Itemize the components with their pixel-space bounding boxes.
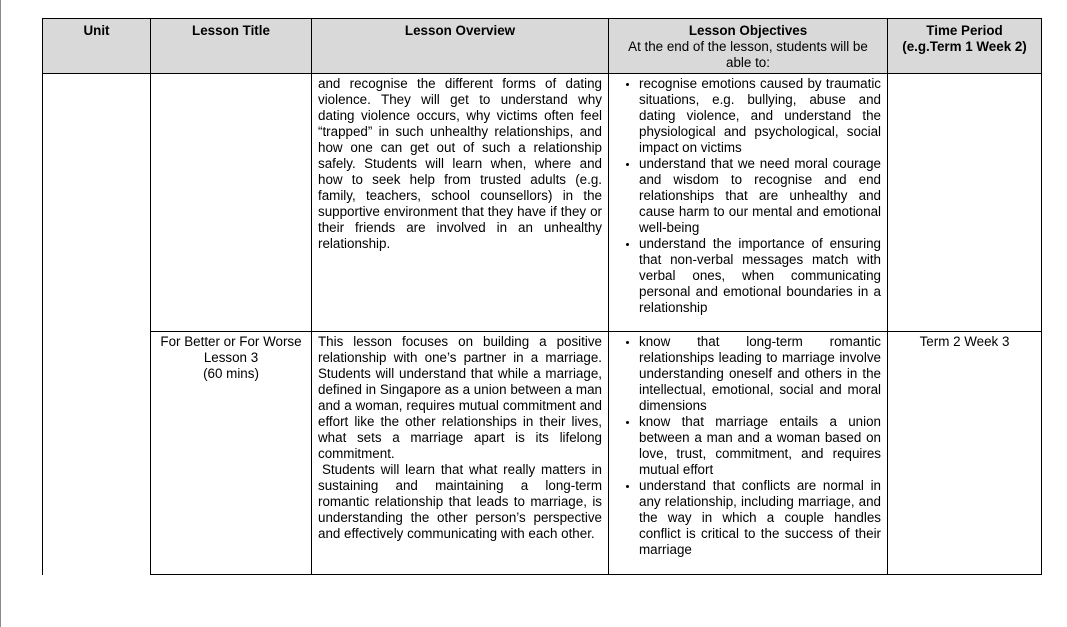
objective-item: • understand that we need moral courage and wisdom to recognise and end relationships that are unhealthy and cause harm to our mental and emotional well-being	[639, 156, 881, 236]
header-lesson-title	[151, 19, 312, 74]
header-time-period-subtitle: (e.g.Term 1 Week 2)	[902, 39, 1027, 54]
header-lesson-objectives-label: Lesson Objectives	[688, 23, 808, 38]
syllabus-table	[42, 18, 1042, 575]
time-period-cell	[888, 74, 1042, 332]
overview-paragraph: This lesson focuses on building a positive relationship with one’s partner in a marriage. Students will understand that while a marriage, defined in Singapore as a union between a man and a woman, requires mutual commitment and effort like the other relationships in their lives, what sets a marriage apart is its lifelong commitment.	[318, 334, 602, 461]
header-lesson-overview-label: Lesson Overview	[404, 23, 516, 38]
lesson-title-cell	[151, 74, 312, 332]
objective-item: • know that long-term romantic relationships leading to marriage involve understanding oneself and others in the intellectual, emotional, social and moral dimensions	[639, 334, 881, 414]
lesson-objectives-cell	[609, 332, 888, 575]
objective-item: • understand the importance of ensuring that non-verbal messages match with verbal ones, when communicating personal and emotional boundaries in a relationship	[639, 236, 881, 316]
unit-cell	[43, 74, 151, 332]
objectives-list	[615, 76, 881, 316]
header-time-period-label: Time Period	[926, 23, 1003, 38]
objectives-list	[615, 334, 881, 558]
unit-cell	[43, 332, 151, 575]
objective-item: • understand that conflicts are normal in any relationship, including marriage, and the way in which a couple handles conflict is critical to the success of their marriage	[639, 478, 881, 558]
lesson-title-cell	[151, 332, 312, 575]
table-row	[43, 332, 1042, 575]
header-lesson-objectives	[609, 19, 888, 74]
lesson-overview-cell	[312, 74, 609, 332]
time-period-cell: Term 2 Week 3	[888, 332, 1042, 575]
lesson-objectives-cell	[609, 74, 888, 332]
lesson-title-name: For Better or For Worse	[160, 334, 302, 349]
objective-item: • know that marriage entails a union between a man and a woman based on love, trust, commitment, and requires mutual effort	[639, 414, 881, 478]
header-time-period	[888, 19, 1042, 74]
table-row	[43, 74, 1042, 332]
page-frame-edge	[0, 0, 1, 627]
header-unit-label: Unit	[83, 23, 110, 38]
overview-paragraph: and recognise the different forms of dating violence. They will get to understand why dating violence occurs, why victims often feel “trapped” in such unhealthy relationships, and how one can get out of such a relationship safely. Students will learn when, where and how to seek help from trusted adults (e.g. family, teachers, school counsellors) in the supportive environment that they have if they or their friends are involved in an unhealthy relationship.	[318, 76, 602, 251]
overview-paragraph: Students will learn that what really matters in sustaining and maintaining a long-term romantic relationship that leads to marriage, is understanding the other person’s perspective and effectively communicating with each other.	[318, 462, 602, 541]
objective-item: • recognise emotions caused by traumatic situations, e.g. bullying, abuse and dating violence, and understand the physiological and psychological, social impact on victims	[639, 76, 881, 156]
lesson-overview-cell	[312, 332, 609, 575]
header-unit	[43, 19, 151, 74]
header-row	[43, 19, 1042, 74]
lesson-title-number: Lesson 3	[203, 350, 259, 365]
header-lesson-title-label: Lesson Title	[192, 23, 270, 38]
lesson-title-duration: (60 mins)	[203, 366, 259, 381]
header-lesson-objectives-subtitle: At the end of the lesson, students will be able to:	[628, 39, 868, 70]
header-lesson-overview	[312, 19, 609, 74]
